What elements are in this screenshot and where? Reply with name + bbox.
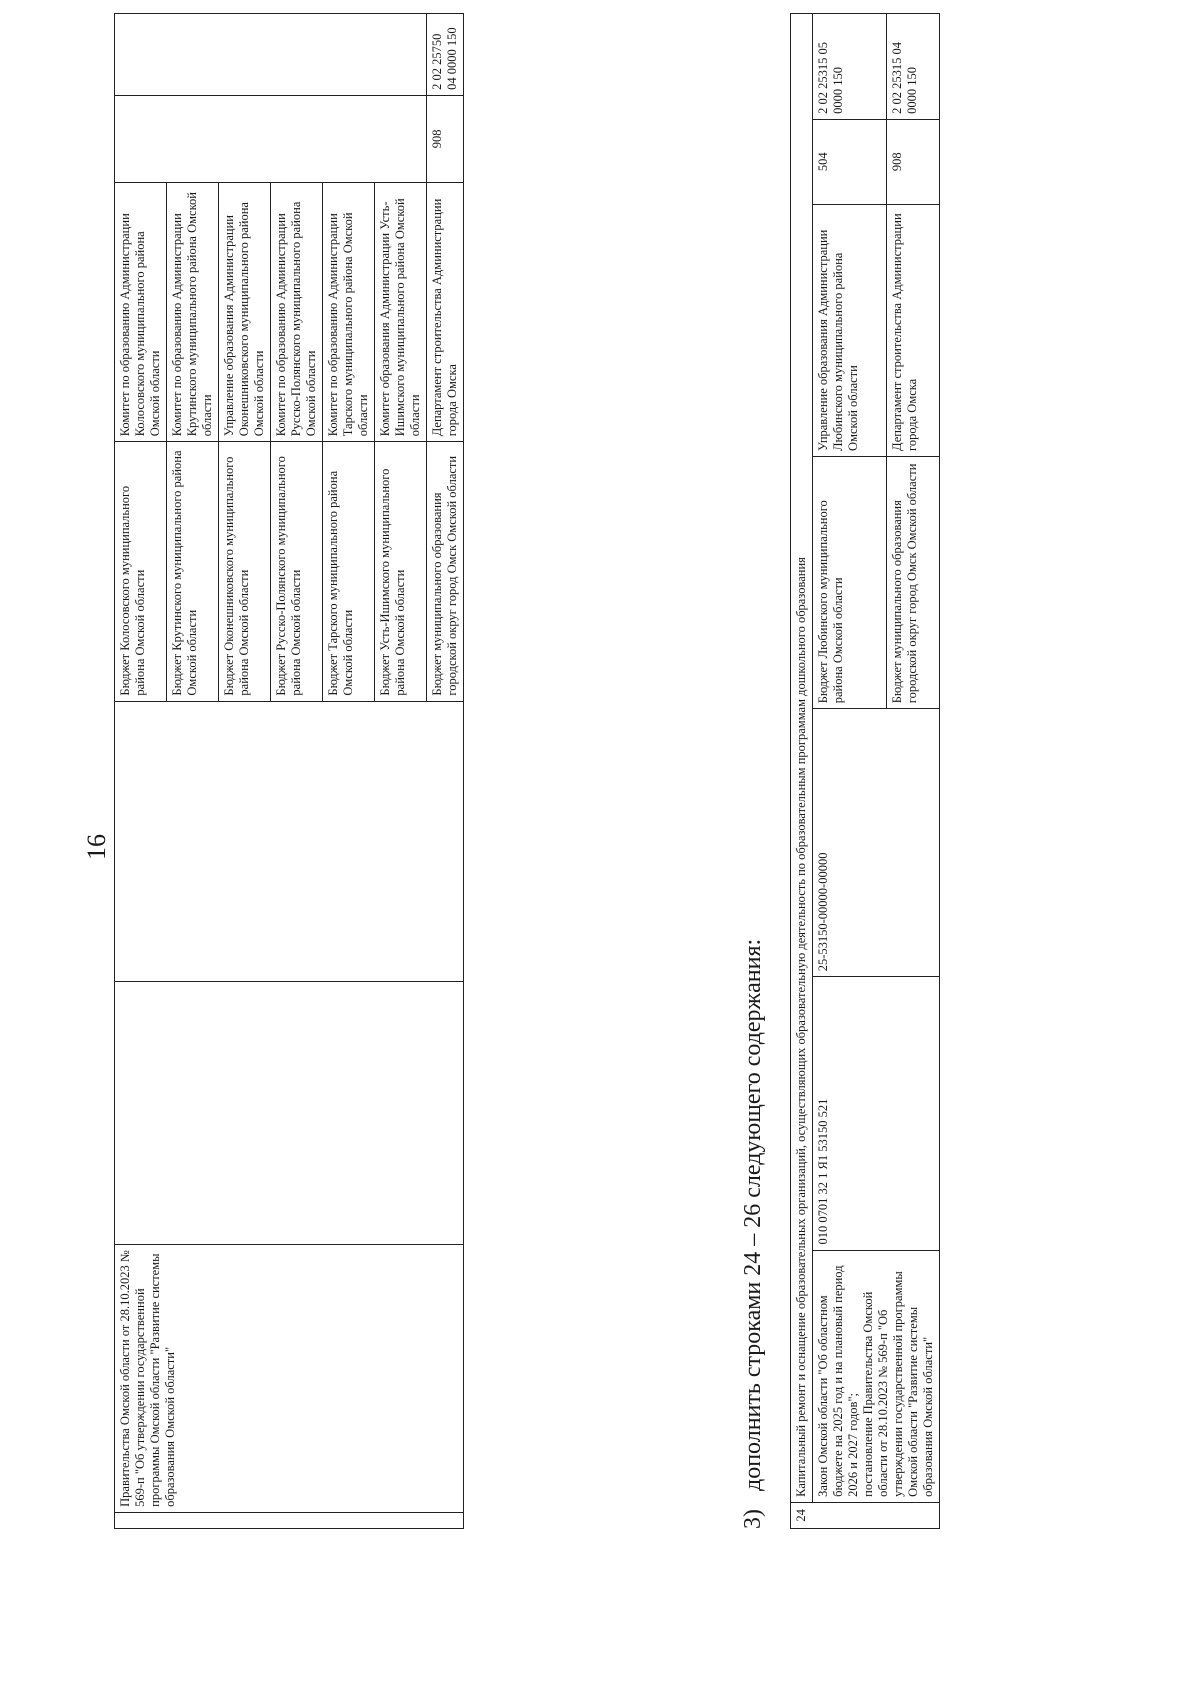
page-number: 16	[82, 834, 111, 860]
table-row	[115, 14, 167, 1529]
kbk-cell: 2 02 25315 04 0000 150	[887, 14, 940, 120]
admin-cell: Комитет образования Администрации Усть-Ишимского муниципального района Омской области	[375, 182, 427, 441]
kbk-cell: 2 02 25315 05 0000 150	[813, 14, 887, 120]
budget-cell: Бюджет Любинского муниципального района Омской области	[813, 456, 887, 708]
row-number: 24	[791, 1502, 940, 1528]
budget-cell: Бюджет Русско-Полянского муниципального района Омской области	[271, 442, 323, 701]
kbk-cell: 2 02 25750 04 0000 150	[427, 14, 464, 96]
law-text-2: постановление Правительства Омской области от 28.10.2023 № 569-п "Об утверждении государственной программы Омской области "Развитие системы образования Омской области"	[861, 1271, 935, 1497]
budget-cell: Бюджет Крутинского муниципального района Омской области	[167, 442, 219, 701]
admin-cell: Комитет по образованию Администрации Русско-Полянского муниципального района Омской области	[271, 182, 323, 441]
new-rows-table	[790, 13, 940, 1529]
budget-cell: Бюджет Колосовского муниципального района Омской области	[115, 442, 167, 701]
table-cell	[115, 1512, 464, 1528]
target-code-cell: 25-53150-00000-00000	[813, 709, 940, 977]
budget-cell: Бюджет Оконешниковского муниципального района Омской области	[219, 442, 271, 701]
admin-cell: Управление образования Администрации Любинского муниципального района Омской области	[813, 204, 887, 456]
table-row	[813, 14, 887, 1529]
code-cell: 908	[887, 119, 940, 204]
budget-cell: Бюджет Усть-Ишимского муниципального района Омской области	[375, 442, 427, 701]
table-row	[791, 14, 813, 1529]
heading-text: дополнить строками 24 – 26 следующего содержания:	[740, 938, 766, 1491]
law-cell: Правительства Омской области от 28.10.2023 № 569-п "Об утверждении государственной программы Омской области "Развитие системы образования Омской области"	[115, 1244, 464, 1512]
admin-cell: Комитет по образованию Администрации Колосовского муниципального района Омской области	[115, 182, 167, 441]
code-cell: 504	[813, 119, 887, 204]
budget-code-cell: 010 0701 32 1 Я1 53150 521	[813, 977, 940, 1250]
row-title: Капитальный ремонт и оснащение образовательных организаций, осуществляющих образовательную деятельность по образовательным программам дошкольного образования	[791, 14, 813, 1503]
section-heading	[740, 939, 767, 1529]
law-cell	[813, 1250, 940, 1502]
heading-number: 3)	[740, 1509, 766, 1529]
admin-cell: Комитет по образованию Администрации Тарского муниципального района Омской области	[323, 182, 375, 441]
law-text-1: Закон Омской области "Об областном бюджете на 2025 год и на плановый период 2026 и 2027 годов";	[816, 1265, 860, 1497]
budget-cell: Бюджет Тарского муниципального района Омской области	[323, 442, 375, 701]
admin-cell: Управление образования Администрации Оконешниковского муниципального района Омской области	[219, 182, 271, 441]
table-cell	[115, 701, 464, 982]
kbk-cell	[115, 14, 427, 96]
budget-cell: Бюджет муниципального образования городской округ город Омск Омской области	[427, 442, 464, 701]
code-cell: 908	[427, 95, 464, 182]
table-cell	[115, 982, 464, 1245]
admin-cell: Департамент строительства Администрации города Омска	[427, 182, 464, 441]
continuation-table	[114, 13, 464, 1529]
code-cell	[115, 95, 427, 182]
admin-cell: Комитет по образованию Администрации Крутинского муниципального района Омской области	[167, 182, 219, 441]
admin-cell: Департамент строительства Администрации города Омска	[887, 204, 940, 456]
budget-cell: Бюджет муниципального образования городской округ город Омск Омской области	[887, 456, 940, 708]
